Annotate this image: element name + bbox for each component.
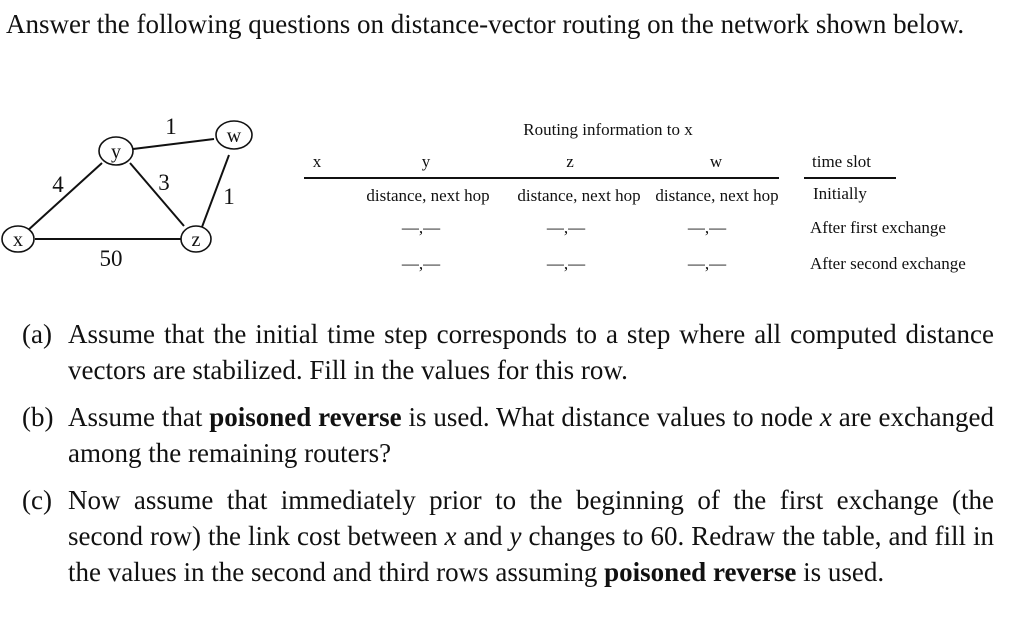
question-c-text: Now assume that immediately prior to the beginning of the first exchange (the second row) the link cost between x and y changes to 60. Redraw the table, and fill in the values in the second and third rows assuming poisoned reverse is used. [68, 485, 995, 587]
cell-r2-y: —,— [401, 254, 441, 273]
row-label-initially: Initially [813, 184, 867, 203]
edge-y-w-label: 1 [165, 114, 177, 139]
math-y: y [509, 521, 522, 551]
network-graph [0, 108, 270, 268]
time-slot-rule [804, 177, 896, 179]
table-header-rule [304, 177, 779, 179]
question-a-label: (a) [22, 319, 52, 349]
question-a [22, 316, 994, 388]
subheader-y: distance, next hop [366, 186, 490, 205]
node-z-label: z [191, 229, 201, 251]
question-c-label: (c) [22, 485, 52, 515]
edge-y-w [133, 139, 214, 149]
intro-text: Answer the following questions on distance-vector routing on the network shown below. [6, 9, 965, 39]
node-y-label: y [111, 141, 121, 163]
edge-x-z-label: 50 [99, 246, 123, 268]
edge-y-z-label: 3 [158, 170, 170, 195]
col-header-time-slot: time slot [812, 152, 872, 171]
question-a-text: Assume that the initial time step corresponds to a step where all computed distance vectors are stabilized. Fill in the values for this row. [68, 319, 994, 385]
edge-y-z [130, 163, 184, 226]
question-b-label: (b) [22, 402, 54, 432]
routing-table-title: Routing information to x [523, 120, 693, 139]
cell-r1-y: —,— [401, 218, 441, 237]
col-header-x: x [312, 152, 322, 171]
cell-r1-w: —,— [687, 218, 727, 237]
col-header-y: y [421, 152, 431, 171]
question-c-bold: poisoned reverse [604, 557, 797, 587]
subheader-w: distance, next hop [655, 186, 779, 205]
edge-w-z-label: 1 [223, 184, 235, 209]
question-b-text: Assume that poisoned reverse is used. What distance values to node x are exchanged among the remaining routers? [68, 402, 994, 468]
question-b [22, 399, 994, 471]
cell-r2-w: —,— [687, 254, 727, 273]
edge-x-y [26, 163, 102, 232]
cell-r1-z: —,— [546, 218, 586, 237]
edge-x-y-label: 4 [52, 172, 64, 197]
row-label-second-exchange: After second exchange [810, 254, 966, 273]
node-x-label: x [13, 229, 23, 251]
subheader-z: distance, next hop [517, 186, 641, 205]
cell-r2-z: —,— [546, 254, 586, 273]
question-c [22, 482, 994, 590]
col-header-z: z [566, 152, 574, 171]
row-label-first-exchange: After first exchange [810, 218, 946, 237]
col-header-w: w [709, 152, 723, 171]
node-w-label: w [226, 125, 242, 147]
question-b-bold: poisoned reverse [209, 402, 402, 432]
math-x: x [819, 402, 832, 432]
math-x: x [444, 521, 457, 551]
